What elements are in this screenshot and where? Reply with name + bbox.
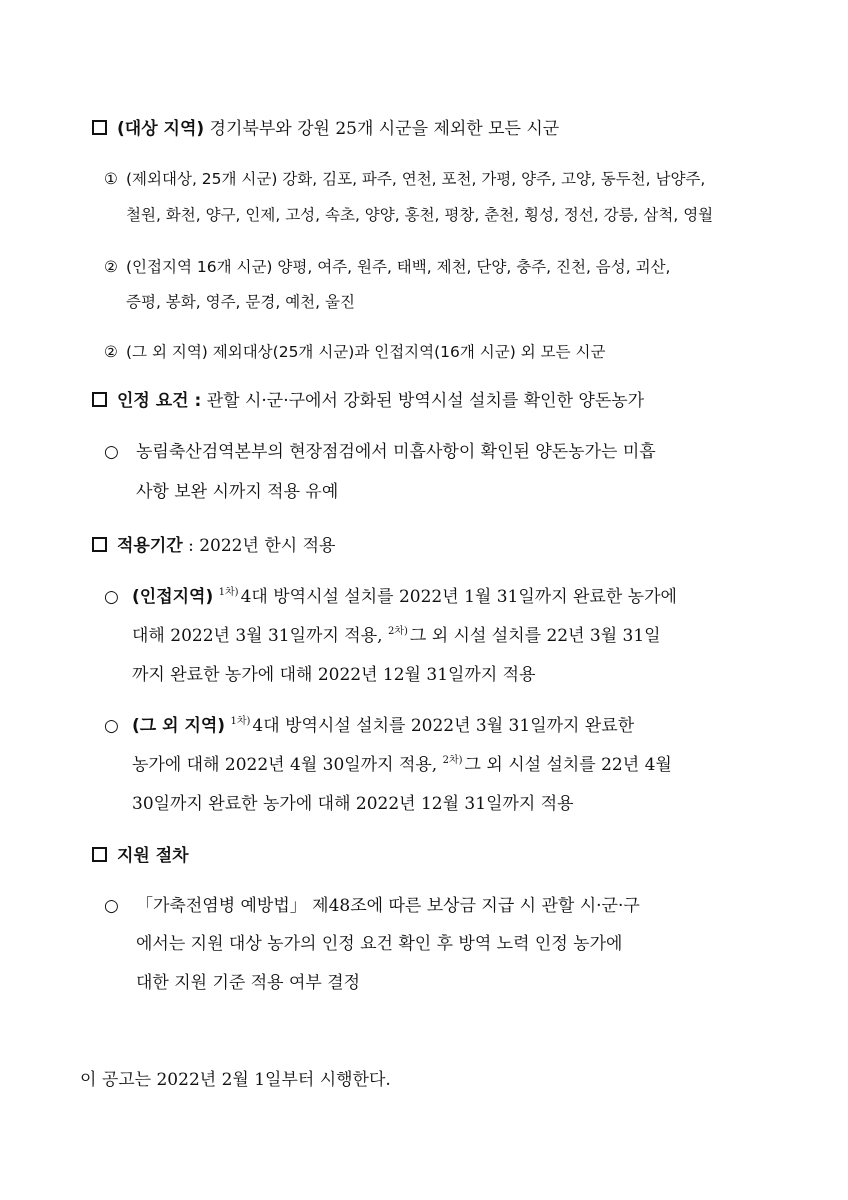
period-item-1-line-3: 까지 완료한 농가에 대해 2022년 12월 31일까지 적용 <box>132 665 536 685</box>
checkbox-square-icon <box>92 120 107 135</box>
item-marker: ② <box>104 258 118 276</box>
procedure-line-1: ○ 「가축전염병 예방법」 제48조에 따른 보상금 지급 시 관할 시·군·구 <box>104 896 640 916</box>
period-item-2-line-3: 30일까지 완료한 농가에 대해 2022년 12월 31일까지 적용 <box>132 794 574 814</box>
period-item-2-line-1: ○ (그 외 지역) $^{1차)}$ 4대 방역시설 설치를 2022년 3월 31일까지 완료한 <box>104 716 635 736</box>
period-item-1-line-2: 대해 2022년 3월 31일까지 적용, $^{2차)}$ 그 외 시설 설치를 22년 3월 31일 <box>132 626 661 646</box>
checkbox-square-icon <box>92 537 107 552</box>
requirement-line-2: 사항 보완 시까지 적용 유예 <box>136 482 339 502</box>
target-item-1-line-1: ① (제외대상, 25개 시군) 강화, 김포, 파주, 연천, 포천, 가평, 양주, 고양, 동두천, 남양주, <box>104 167 705 191</box>
procedure-line-3: 대한 지원 기준 적용 여부 결정 <box>136 973 361 993</box>
bullet: ○ <box>104 587 119 607</box>
bullet: ○ <box>104 896 119 916</box>
enforcement-notice: 이 공고는 2022년 2월 1일부터 시행한다. <box>80 1070 391 1090</box>
procedure-line-2: 에서는 지원 대상 농가의 인정 요건 확인 후 방역 노력 인정 농가에 <box>136 934 623 954</box>
checkbox-square-icon <box>92 847 107 862</box>
requirement-line-1: ○ 농림축산검역본부의 현장점검에서 미흡사항이 확인된 양돈농가는 미흡 <box>104 442 656 462</box>
target-item-1-line-2: 철원, 화천, 양구, 인제, 고성, 속초, 양양, 홍천, 평창, 춘천, 횡성, 정선, 강릉, 삼척, 영월 <box>126 206 714 224</box>
period-item-1-line-1: ○ (인접지역) $^{1차)}$ 4대 방역시설 설치를 2022년 1월 31일까지 완료한 농가에 <box>104 587 677 607</box>
target-item-2-line-2: 증평, 봉화, 영주, 문경, 예천, 울진 <box>126 293 355 311</box>
section-requirement-heading: 인정 요건 : 관할 시·군·구에서 강화된 방역시설 설치를 확인한 양돈농가 <box>92 389 644 413</box>
period-item-2-line-2: 농가에 대해 2022년 4월 30일까지 적용, $^{2차)}$ 그 외 시설 설치를 22년 4월 <box>132 755 672 775</box>
section-period-heading: 적용기간 : 2022년 한시 적용 <box>92 534 335 558</box>
item-marker: ② <box>104 343 118 361</box>
bullet: ○ <box>104 442 119 462</box>
section-target-heading: (대상 지역) 경기북부와 강원 25개 시군을 제외한 모든 시군 <box>92 117 559 141</box>
target-item-3-line-1: ② (그 외 지역) 제외대상(25개 시군)과 인접지역(16개 시군) 외 모든 시군 <box>104 340 605 364</box>
item-marker: ① <box>104 170 118 188</box>
checkbox-square-icon <box>92 392 107 407</box>
section-procedure-heading: 지원 절차 <box>92 844 189 868</box>
bullet: ○ <box>104 716 119 736</box>
target-item-2-line-1: ② (인접지역 16개 시군) 양평, 여주, 원주, 태백, 제천, 단양, 충주, 진천, 음성, 괴산, <box>104 255 670 279</box>
